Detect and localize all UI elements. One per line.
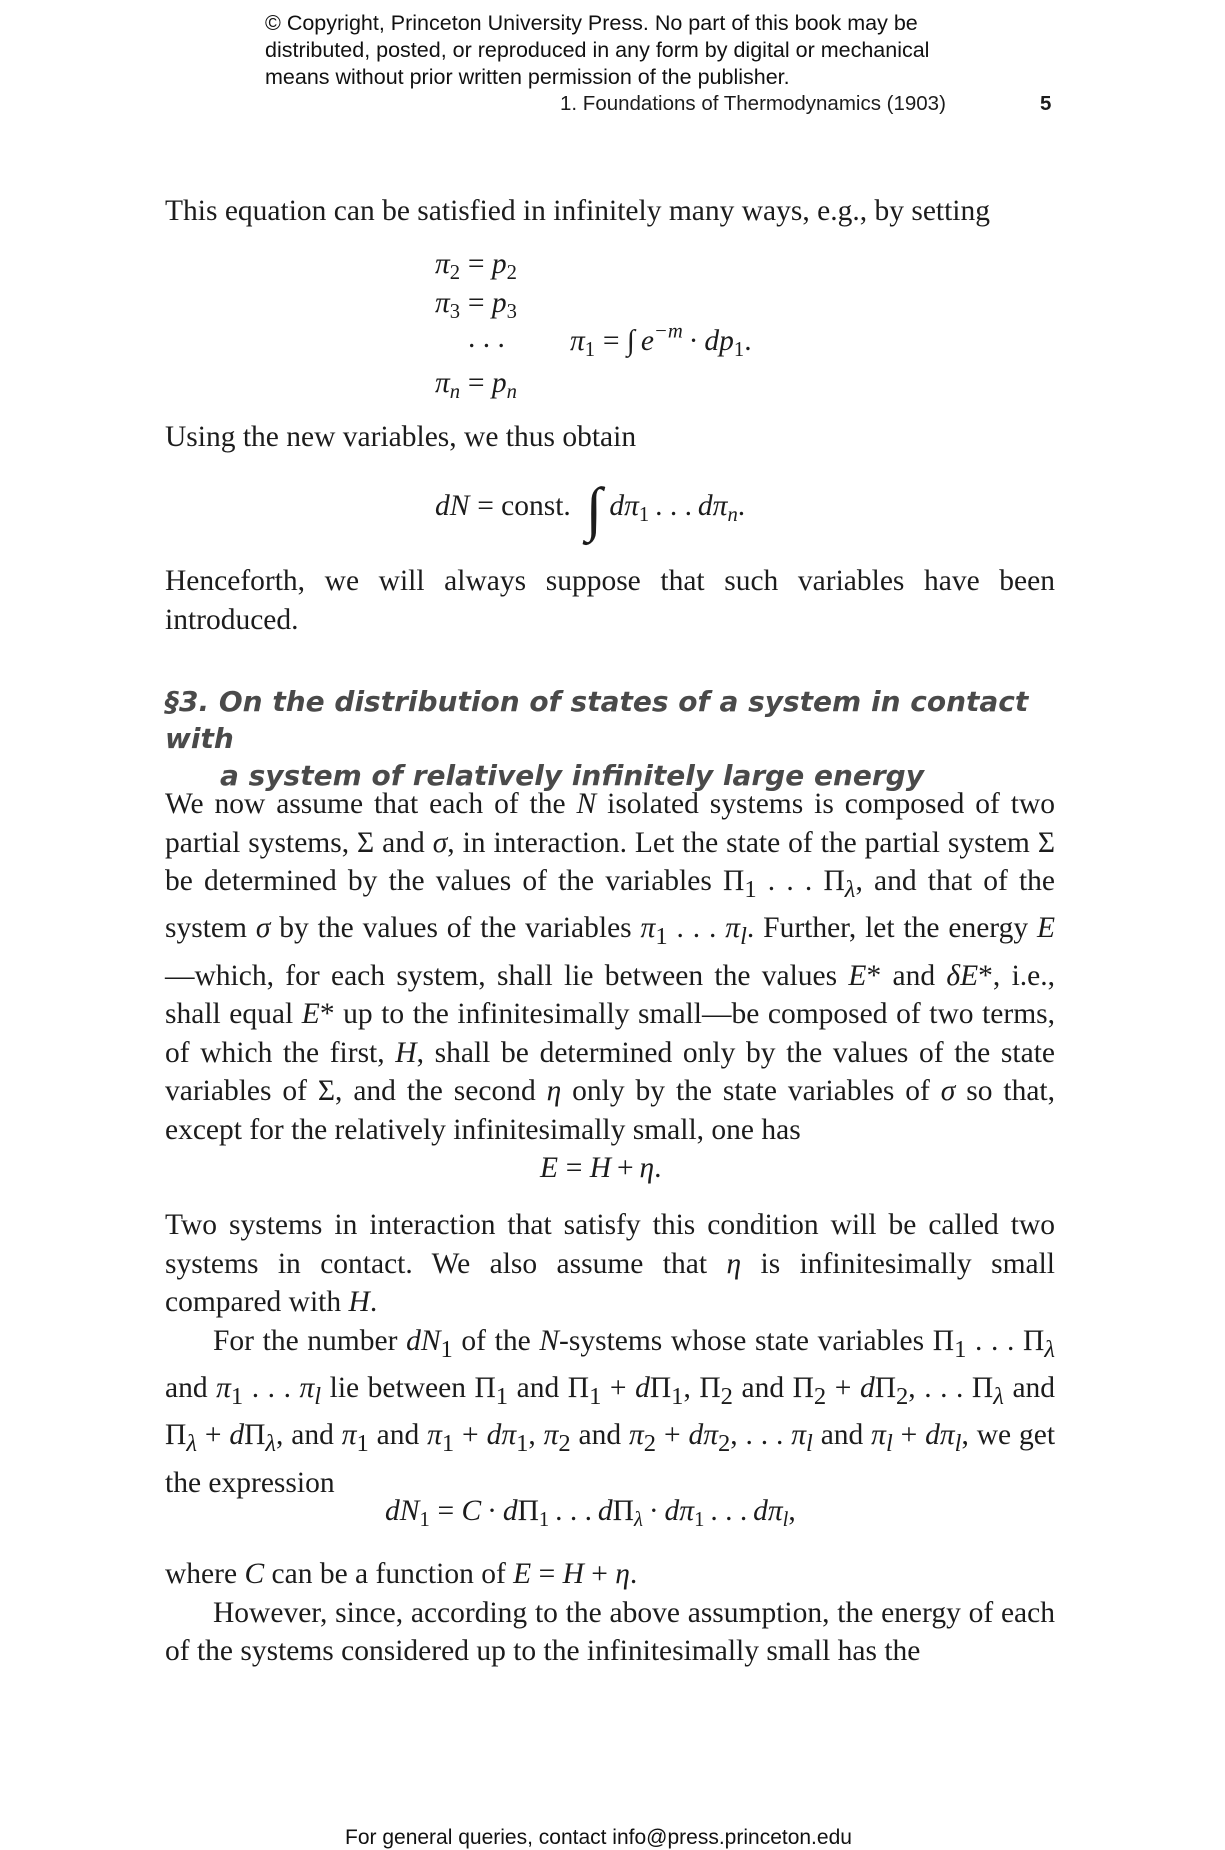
footer-contact: For general queries, contact info@press.princeton.edu xyxy=(345,1826,852,1849)
paragraph-text: Two systems in interaction that satisfy this condition will be called two systems in contact. We also assume that η is infinitesimally small compared with H. xyxy=(165,1209,1055,1318)
paragraph xyxy=(165,1555,1055,1671)
const-label: const. xyxy=(501,490,571,522)
paragraph-text: where C can be a function of E = H + η. xyxy=(165,1558,638,1590)
equation-dn: dN = const. ∫ $d\pi_1$ . . . $d\pi_n$. xyxy=(435,476,746,542)
section-heading-line: a system of relatively infinitely large energy xyxy=(220,759,924,792)
section-heading-line: §3. On the distribution of states of a system in contact with xyxy=(165,685,1029,755)
copyright-line: distributed, posted, or reproduced in any form by digital or mechanical xyxy=(265,38,930,62)
inline-text: can be a function of xyxy=(271,1558,506,1590)
equation-dots: . . . xyxy=(468,322,505,354)
equation-pi3: $\pi_3 = p_3$ xyxy=(435,287,517,324)
paragraph-text: Henceforth, we will always suppose that such variables have been introduced. xyxy=(165,565,1055,636)
page-number: 5 xyxy=(1040,92,1052,115)
equation-pi1: $\pi_1$ = ∫ $e^{-m} \cdot dp_1$. xyxy=(570,320,752,362)
inline-text: where xyxy=(165,1558,238,1590)
paragraph-text: Using the new variables, we thus obtain xyxy=(165,421,637,453)
chapter-title: 1. Foundations of Thermodynamics (1903) xyxy=(560,92,946,115)
copyright-line: © Copyright, Princeton University Press. No part of this book may be xyxy=(265,11,918,35)
equation-pi2: $\pi_2 = p_2$ xyxy=(435,248,517,285)
equation-energy: E = H + η. xyxy=(540,1152,662,1184)
paragraph xyxy=(165,785,1055,1149)
paragraph-text: We now assume that each of the N isolated systems is composed of two partial systems, Σ and σ, in interaction. Let the state of the partial system Σ be determined by the values of the variables $\Pi_1$ . . . $\Pi_\lambda$, and that of the system σ by the values of the variables $\pi_1$ . . . $\pi_l$. Further, let the energy E—which, for each system, shall lie between the values E* and δE*, i.e., shall equal E* up to the infinitesimally small—be composed of two terms, of which the first, H, shall be determined only by the values of the state variables of Σ, and the second η only by the state variables of σ so that, except for the relatively infinitesimally small, one has xyxy=(165,788,1056,1146)
copyright-notice xyxy=(265,10,1025,91)
section-heading xyxy=(165,683,1065,794)
paragraph xyxy=(165,562,1055,639)
equation-dn1: $dN_1 = C \cdot d\Pi_1$ . . . $d\Pi_\lambda \cdot d\pi_1$ . . . $d\pi_l$, xyxy=(385,1495,796,1532)
equation-pin: $\pi_n = p_n$ xyxy=(435,367,517,404)
paragraph-text: For the number $dN_1$ of the N-systems whose state variables $\Pi_1$ . . . $\Pi_\lambda$ and $\pi_1$ . . . $\pi_l$ lie between $\Pi_1$ and $\Pi_1 + d\Pi_1$, $\Pi_2$ and $\Pi_2 + d\Pi_2$, . . . $\Pi_\lambda$ and $\Pi_\lambda + d\Pi_\lambda$, and $\pi_1$ and $\pi_1 + d\pi_1$, $\pi_2$ and $\pi_2 + d\pi_2$, . . . $\pi_l$ and $\pi_l + d\pi_l$, we get the expression xyxy=(165,1324,1056,1499)
running-head xyxy=(560,92,1052,116)
copyright-line: means without prior written permission of the publisher. xyxy=(265,65,790,89)
paragraph xyxy=(165,418,1055,457)
paragraph-text: This equation can be satisfied in infinitely many ways, e.g., by setting xyxy=(165,195,991,227)
paragraph-text: However, since, according to the above assumption, the energy of each of the systems considered up to the infinitesimally small has the xyxy=(165,1596,1055,1667)
paragraph xyxy=(165,192,1055,231)
paragraph xyxy=(165,1206,1055,1502)
